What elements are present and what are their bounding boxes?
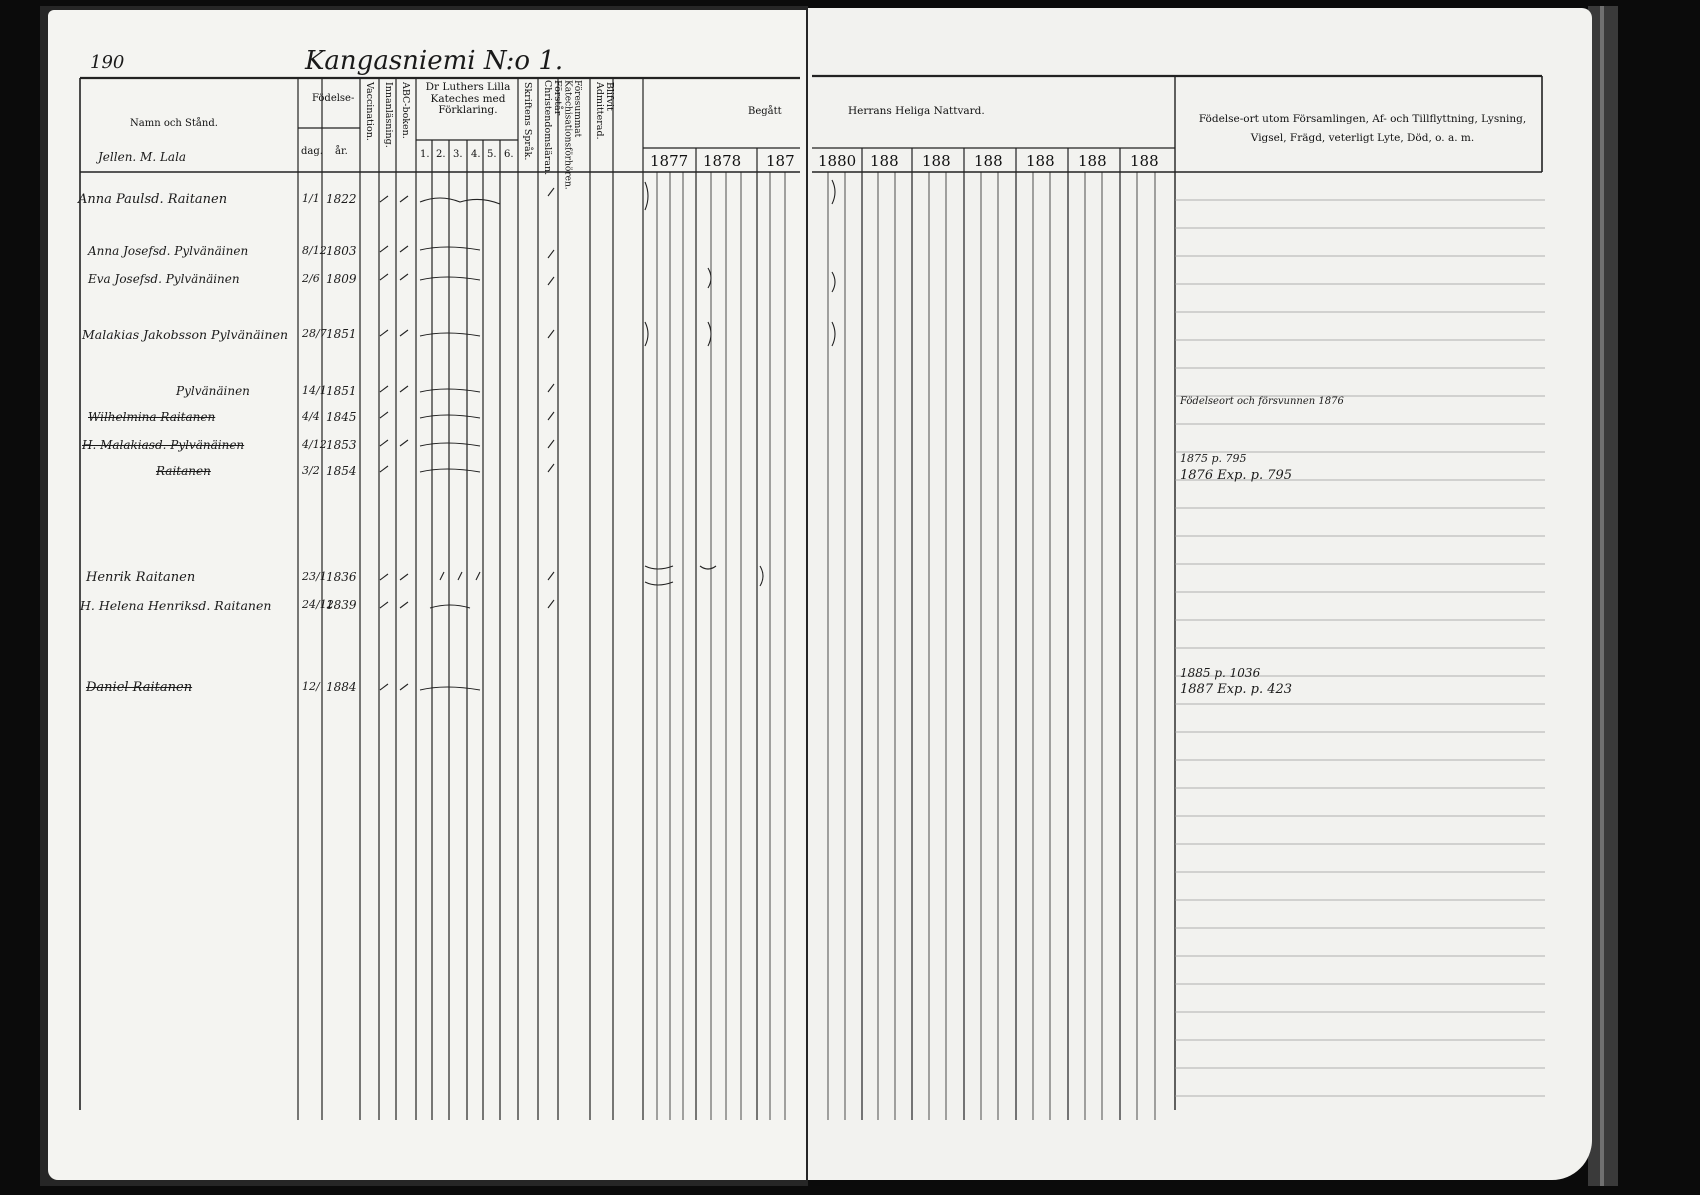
page-number: 190 [90, 52, 125, 73]
entry-year: 1854 [326, 464, 357, 478]
right-page [808, 8, 1592, 1180]
catechism-part-6: 6. [504, 149, 514, 160]
birth-day-header: dag. [301, 146, 323, 157]
entry-name: H. Helena Henriksd. Raitanen [80, 598, 272, 613]
entry-year: 1853 [326, 438, 357, 452]
catechism-header: Dr Luthers Lilla Kateches med Förklaring. [425, 81, 511, 117]
entry-name: Raitanen [156, 464, 211, 478]
year-188-a: 188 [870, 152, 899, 170]
entry-year: 1851 [326, 327, 357, 341]
note-entry: 1887 Exp. p. 423 [1180, 682, 1293, 697]
birth-year-header: år. [335, 146, 348, 157]
entry-year: 1839 [326, 598, 357, 612]
entry-name: Henrik Raitanen [86, 570, 196, 585]
entry-day: 3/2 [302, 464, 320, 477]
entry-name: Daniel Raitanen [86, 680, 193, 695]
catechisation-header: Föresummat Katechisationsförhören. [562, 80, 582, 190]
entry-name: Wilhelmina Raitanen [88, 410, 216, 424]
entry-year: 1845 [326, 410, 357, 424]
entry-name: Anna Josefsd. Pylvänäinen [88, 244, 249, 258]
entry-name: Anna Paulsd. Raitanen [78, 192, 228, 207]
catechism-part-3: 3. [453, 149, 463, 160]
year-1878: 1878 [703, 152, 742, 170]
entry-day: 2/6 [302, 272, 320, 285]
left-page [48, 10, 806, 1180]
entry-name: H. Malakiasd. Pylvänäinen [82, 438, 245, 452]
year-188-e: 188 [1078, 152, 1107, 170]
village-title: Kangasniemi N:o 1. [305, 46, 564, 76]
reading-header: Innanläsning. [382, 82, 394, 148]
name-column-header: Namn och Stånd. [130, 118, 218, 129]
catechism-part-2: 2. [436, 149, 446, 160]
entry-year: 1803 [326, 244, 357, 258]
year-188-b: 188 [922, 152, 951, 170]
entry-year: 1836 [326, 570, 357, 584]
entry-day: 4/12 [302, 438, 327, 451]
entry-day: 8/12 [302, 244, 327, 257]
entry-day: 14/1 [302, 384, 327, 397]
catechism-part-1: 1. [420, 149, 430, 160]
entry-year: 1822 [326, 192, 357, 206]
catechism-part-4: 4. [471, 149, 481, 160]
year-188-f: 188 [1130, 152, 1159, 170]
entry-name: Malakias Jakobsson Pylvänäinen [82, 327, 289, 342]
entry-year: 1809 [326, 272, 357, 286]
birth-header: Födelse- [312, 93, 355, 104]
year-188-c: 188 [974, 152, 1003, 170]
vaccination-header: Vaccination. [363, 82, 375, 141]
entry-day: 4/4 [302, 410, 320, 423]
entry-day: 1/1 [302, 192, 320, 205]
communion-header: Herrans Heliga Nattvard. [848, 105, 985, 117]
entry-name: Eva Josefsd. Pylvänäinen [88, 272, 240, 286]
note-entry: 1875 p. 795 [1180, 452, 1247, 465]
note-entry: 1876 Exp. p. 795 [1180, 468, 1293, 483]
entry-year: 1851 [326, 384, 357, 398]
catechism-part-5: 5. [487, 149, 497, 160]
entry-day: 23/1 [302, 570, 327, 583]
entry-name: Pylvänäinen [176, 384, 250, 398]
year-1880: 1880 [818, 152, 857, 170]
entry-name: Jellen. M. Lala [98, 150, 187, 164]
year-187: 187 [766, 152, 795, 170]
entry-day: 12/ [302, 680, 320, 693]
abc-header: ABC-boken. [399, 82, 411, 139]
entry-year: 1884 [326, 680, 357, 694]
note-entry: Födelseort och försvunnen 1876 [1180, 396, 1344, 407]
entry-day: 28/7 [302, 327, 327, 340]
scripture-header: Skriftens Språk. [521, 82, 533, 161]
year-1877: 1877 [650, 152, 689, 170]
begatt-header: Begått [748, 106, 782, 117]
year-188-d: 188 [1026, 152, 1055, 170]
note-entry: 1885 p. 1036 [1180, 666, 1261, 680]
notes-header: Födelse-ort utom Församlingen, Af- och Tillflyttning, Lysning, Vigsel, Frägd, veterligt Lyte, Död, o. a. m. [1198, 113, 1527, 144]
christianity-header: Förstår Christendomsläran. [541, 80, 563, 176]
entry-day: 24/12 [302, 598, 334, 611]
admitted-header: Blifvit Admitterad. [593, 82, 615, 140]
